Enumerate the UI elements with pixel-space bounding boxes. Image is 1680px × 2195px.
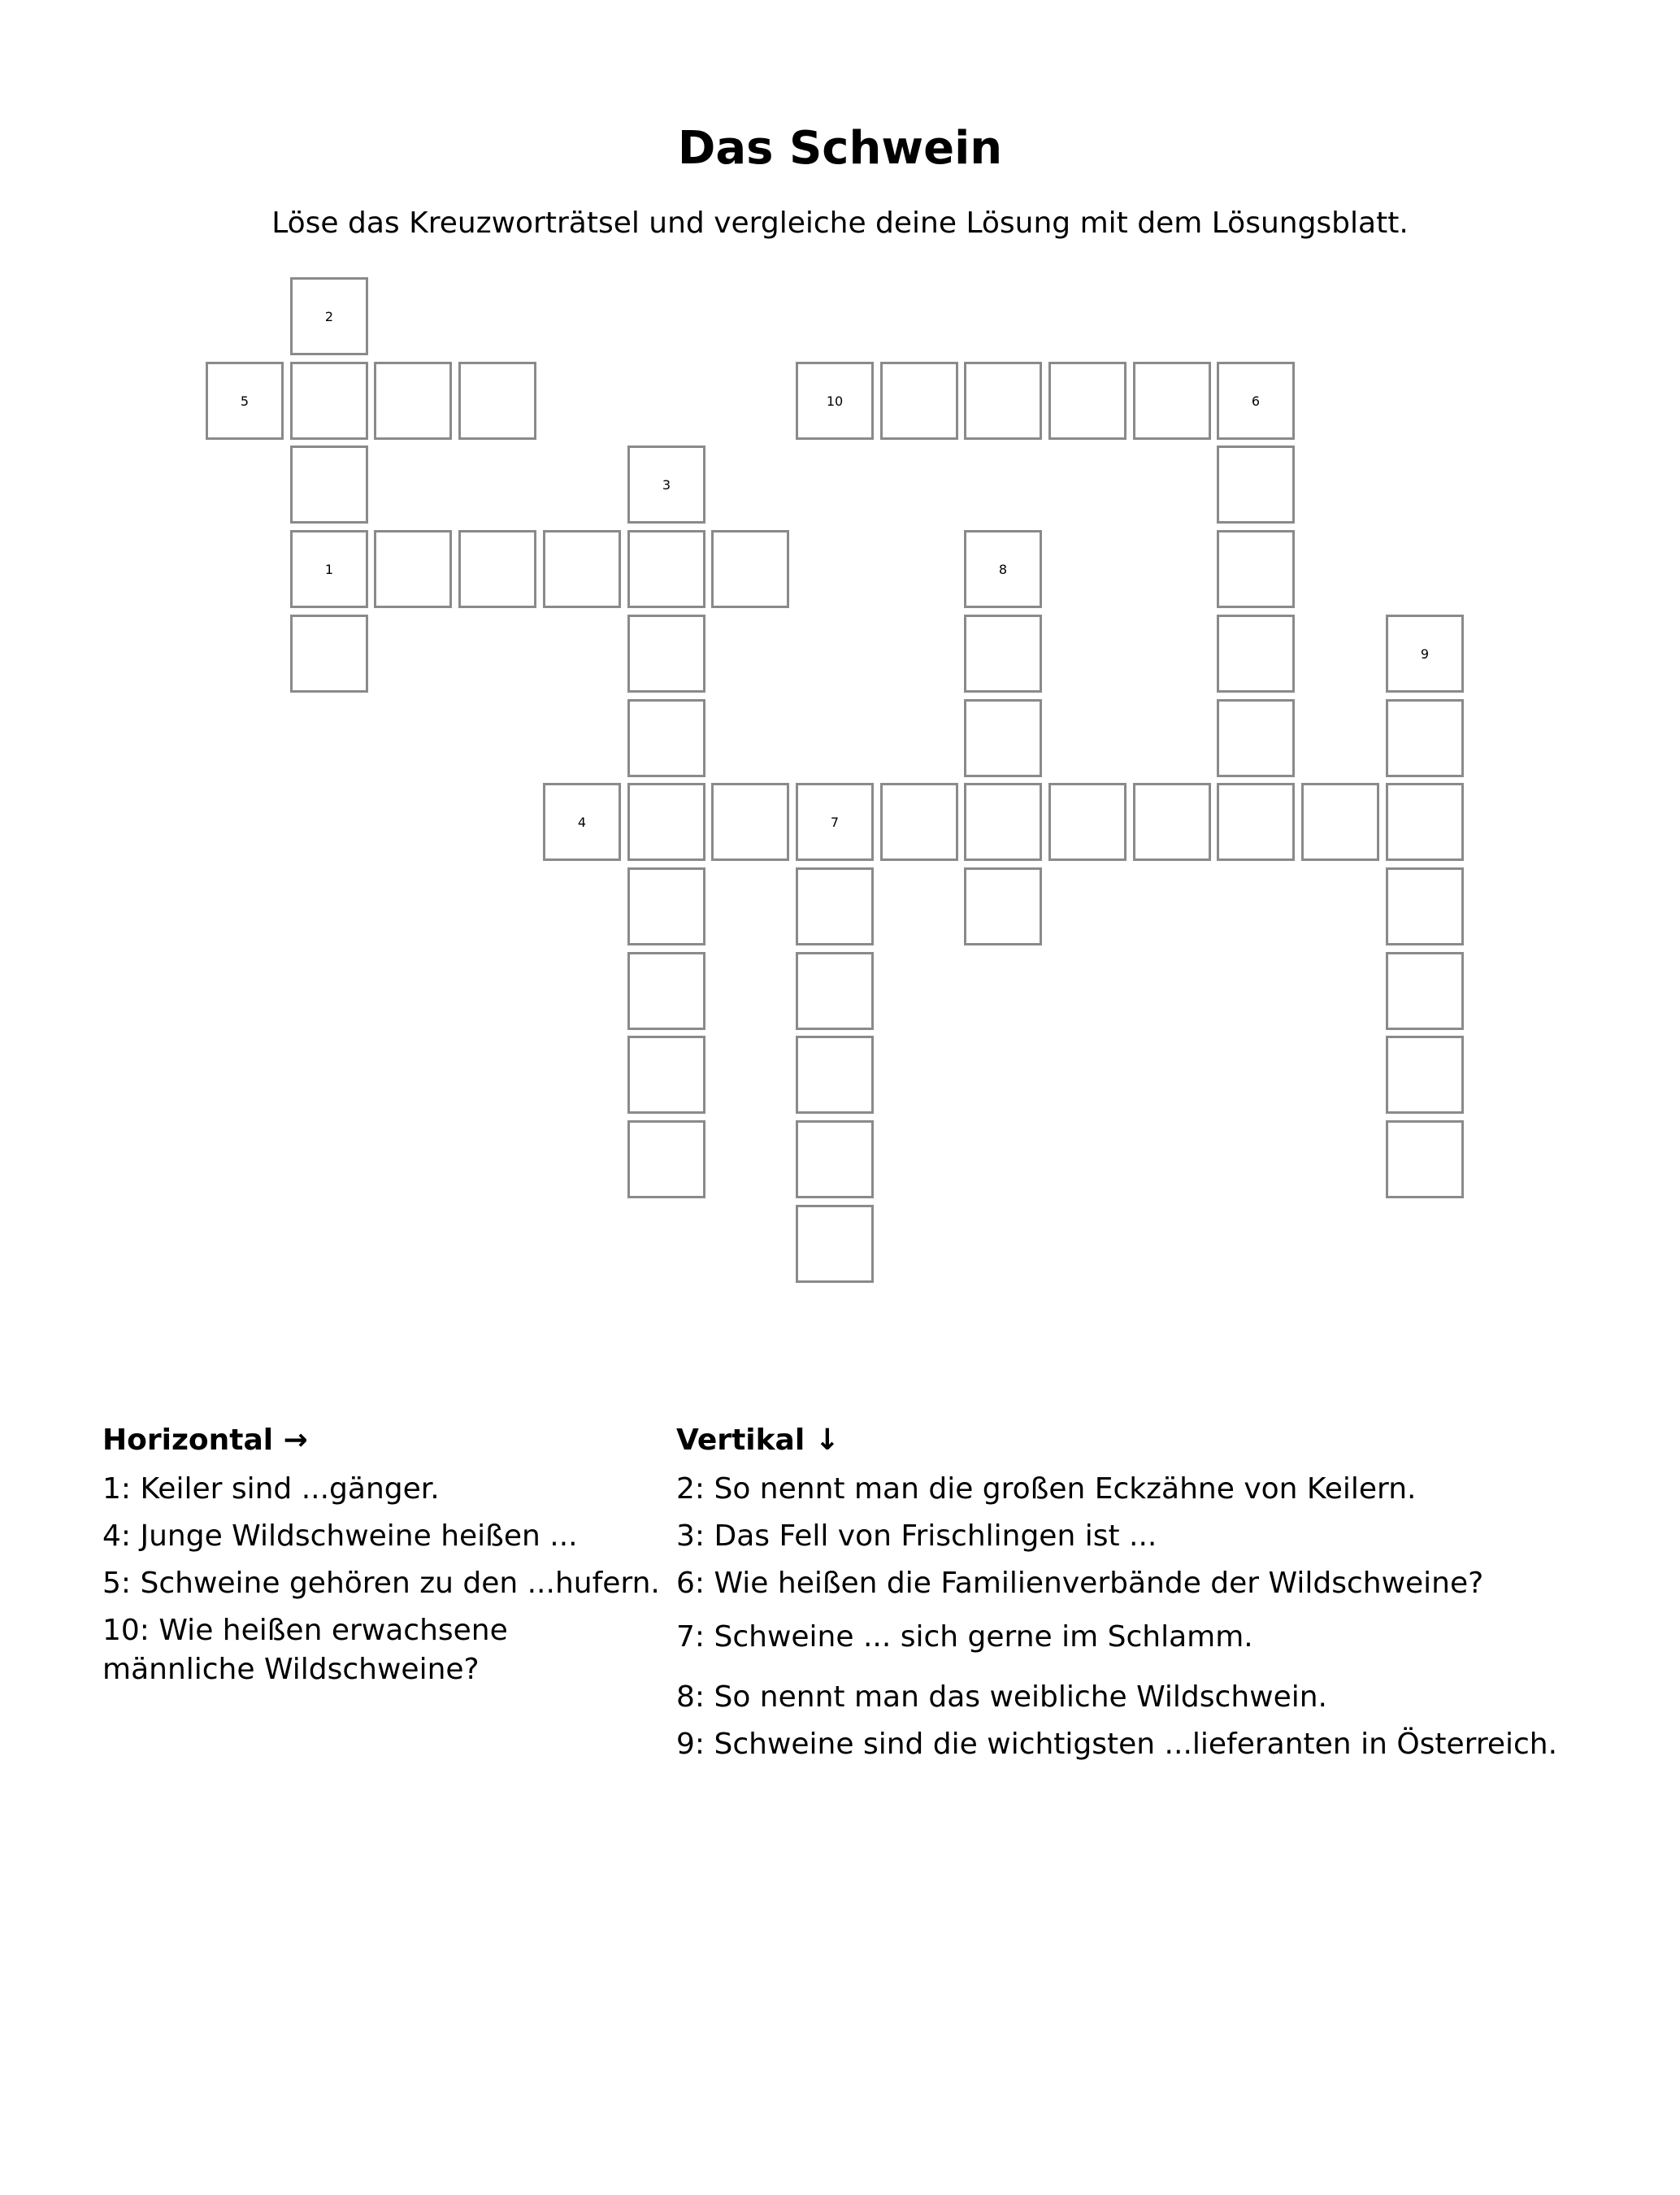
- page-title: Das Schwein: [677, 122, 1003, 175]
- crossword-cell[interactable]: [374, 362, 452, 440]
- crossword-cell[interactable]: [964, 783, 1042, 861]
- crossword-cell[interactable]: [1301, 783, 1379, 861]
- clue-down-9: 9: Schweine sind die wichtigsten ...lieferanten in Österreich.: [676, 1728, 1558, 1761]
- clue-across-10: 10: Wie heißen erwachsene männliche Wildschweine?: [102, 1614, 508, 1686]
- crossword-cell[interactable]: [458, 362, 536, 440]
- crossword-cell[interactable]: [1217, 615, 1295, 693]
- crossword-cell[interactable]: [711, 530, 789, 608]
- clue-number: 10: [826, 393, 844, 409]
- crossword-cell[interactable]: [796, 1036, 874, 1114]
- crossword-cell[interactable]: [627, 783, 705, 861]
- crossword-cell[interactable]: [1386, 952, 1464, 1030]
- crossword-cell[interactable]: [796, 867, 874, 945]
- clue-across-5: 5: Schweine gehören zu den ...hufern.: [102, 1567, 660, 1600]
- clue-number: 3: [662, 476, 671, 493]
- crossword-cell-2[interactable]: [290, 277, 368, 355]
- crossword-cell[interactable]: [1386, 783, 1464, 861]
- crossword-cell-3[interactable]: [627, 446, 705, 524]
- crossword-cell[interactable]: [627, 699, 705, 777]
- crossword-cell[interactable]: [627, 530, 705, 608]
- crossword-cell[interactable]: [290, 615, 368, 693]
- clue-number: 8: [998, 561, 1008, 577]
- crossword-cell[interactable]: [1386, 1036, 1464, 1114]
- clue-down-7: 7: Schweine ... sich gerne im Schlamm.: [676, 1620, 1253, 1654]
- clue-across-4: 4: Junge Wildschweine heißen ...: [102, 1519, 578, 1553]
- crossword-cell-7[interactable]: [796, 783, 874, 861]
- crossword-cell[interactable]: [627, 1036, 705, 1114]
- crossword-cell[interactable]: [1048, 362, 1127, 440]
- crossword-cell-9[interactable]: [1386, 615, 1464, 693]
- crossword-cell[interactable]: [880, 362, 958, 440]
- clue-number: 5: [240, 393, 250, 409]
- crossword-cell[interactable]: [796, 1205, 874, 1283]
- crossword-cell[interactable]: [374, 530, 452, 608]
- crossword-cell[interactable]: [964, 867, 1042, 945]
- crossword-cell-5[interactable]: [206, 362, 284, 440]
- crossword-cell[interactable]: [1133, 783, 1211, 861]
- clue-down-3: 3: Das Fell von Frischlingen ist ...: [676, 1519, 1157, 1553]
- crossword-cell[interactable]: [796, 952, 874, 1030]
- crossword-cell[interactable]: [543, 530, 621, 608]
- crossword-cell[interactable]: [1048, 783, 1127, 861]
- crossword-cell[interactable]: [1386, 699, 1464, 777]
- crossword-cell[interactable]: [627, 952, 705, 1030]
- crossword-cell-6[interactable]: [1217, 362, 1295, 440]
- crossword-cell[interactable]: [458, 530, 536, 608]
- crossword-cell[interactable]: [1217, 530, 1295, 608]
- crossword-cell[interactable]: [627, 1120, 705, 1198]
- crossword-cell-8[interactable]: [964, 530, 1042, 608]
- crossword-cell[interactable]: [1217, 446, 1295, 524]
- crossword-cell[interactable]: [711, 783, 789, 861]
- crossword-cell-1[interactable]: [290, 530, 368, 608]
- horizontal-heading: Horizontal →: [102, 1423, 308, 1457]
- crossword-cell[interactable]: [627, 615, 705, 693]
- vertical-heading: Vertikal ↓: [676, 1423, 840, 1457]
- crossword-cell-10[interactable]: [796, 362, 874, 440]
- instructions: Löse das Kreuzworträtsel und vergleiche deine Lösung mit dem Lösungsblatt.: [271, 206, 1409, 240]
- crossword-cell[interactable]: [964, 362, 1042, 440]
- vertical-clues: [676, 1421, 1603, 1772]
- clue-number: 6: [1251, 393, 1261, 409]
- crossword-cell-4[interactable]: [543, 783, 621, 861]
- crossword-cell[interactable]: [796, 1120, 874, 1198]
- crossword-cell[interactable]: [1386, 1120, 1464, 1198]
- crossword-cell[interactable]: [1217, 783, 1295, 861]
- clue-number: 1: [324, 561, 334, 577]
- crossword-cell[interactable]: [290, 446, 368, 524]
- clue-down-6: 6: Wie heißen die Familienverbände der Wildschweine?: [676, 1567, 1484, 1600]
- clue-number: 2: [324, 308, 334, 324]
- clue-across-1: 1: Keiler sind ...gänger.: [102, 1472, 440, 1506]
- clue-number: 7: [830, 814, 840, 830]
- crossword-cell[interactable]: [1386, 867, 1464, 945]
- clue-down-8: 8: So nennt man das weibliche Wildschwein.: [676, 1680, 1327, 1714]
- crossword-cell[interactable]: [1217, 699, 1295, 777]
- crossword-cell[interactable]: [964, 699, 1042, 777]
- crossword-cell[interactable]: [627, 867, 705, 945]
- crossword-cell[interactable]: [290, 362, 368, 440]
- clue-number: 4: [577, 814, 587, 830]
- crossword-cell[interactable]: [880, 783, 958, 861]
- clue-number: 9: [1420, 645, 1430, 662]
- horizontal-clues: [102, 1421, 663, 1697]
- crossword-cell[interactable]: [964, 615, 1042, 693]
- crossword-cell[interactable]: [1133, 362, 1211, 440]
- clue-down-2: 2: So nennt man die großen Eckzähne von Keilern.: [676, 1472, 1417, 1506]
